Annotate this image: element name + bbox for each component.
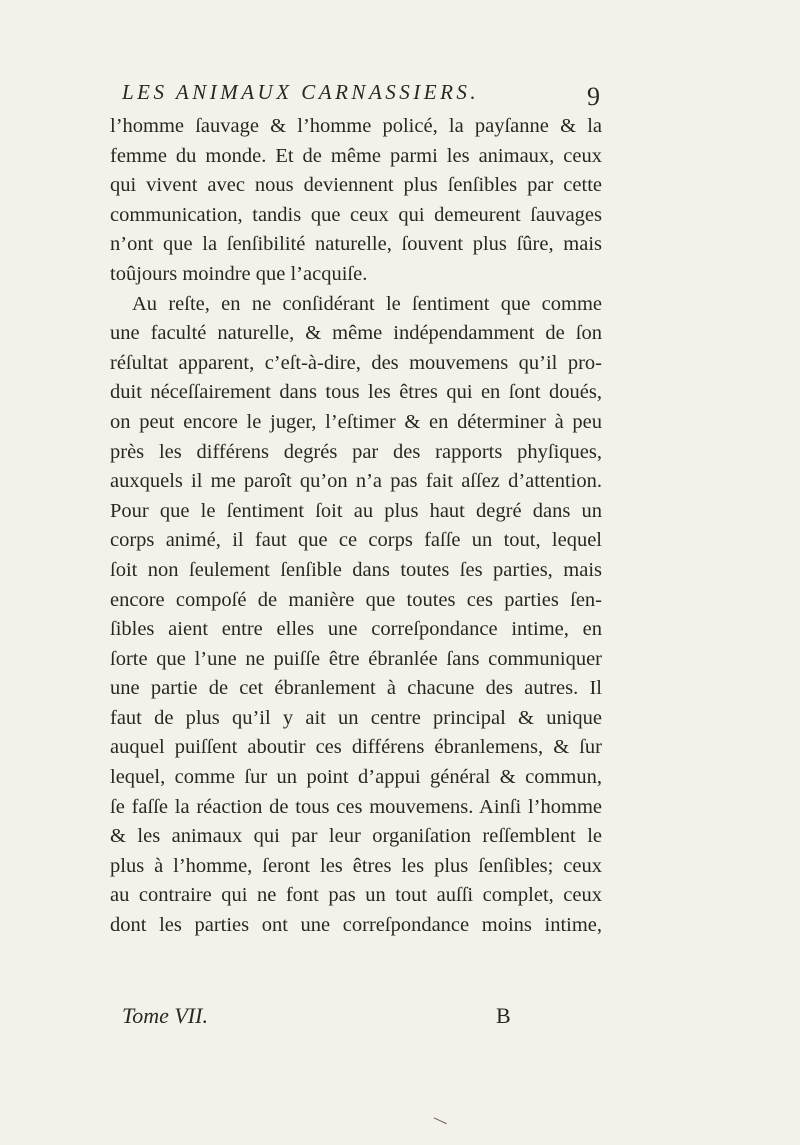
body-text	[110, 112, 602, 941]
text-line: duit néceſſairement dans tous les êtres qui en ſont doués,	[110, 381, 602, 404]
page-footer	[122, 1003, 522, 1033]
text-line: auxquels il me paroît qu’on n’a pas fait aſſez d’attention.	[110, 470, 602, 493]
text-line: on peut encore le juger, l’eſtimer & en déterminer à peu	[110, 410, 602, 433]
signature-mark: B	[496, 1003, 511, 1028]
text-line: femme du monde. Et de même parmi les animaux, ceux	[110, 144, 602, 167]
page-number: 9	[587, 82, 600, 111]
text-line: ſe faſſe la réaction de tous ces mouvemens. Ainſi l’homme	[110, 795, 602, 818]
text-line: ſorte que l’une ne puiſſe être ébranlée ſans communiquer	[110, 647, 602, 670]
text-line: corps animé, il faut que ce corps faſſe un tout, lequel	[110, 529, 602, 552]
text-line: une faculté naturelle, & même indépendamment de ſon	[110, 322, 602, 345]
text-line: Au reſte, en ne conſidérant le ſentiment que comme	[132, 292, 602, 315]
text-line: faut de plus qu’il y ait un centre principal & unique	[110, 706, 602, 729]
text-line: communication, tandis que ceux qui demeurent ſauvages	[110, 203, 602, 226]
text-line: au contraire qui ne font pas un tout auſſi complet, ceux	[110, 884, 602, 907]
text-line: l’homme ſauvage & l’homme policé, la payſanne & la	[110, 115, 602, 137]
text-line: toûjours moindre que l’acquiſe.	[110, 262, 368, 285]
text-line: lequel, comme ſur un point d’appui général & commun,	[110, 766, 602, 789]
text-line: près les différens degrés par des rapports phyſiques,	[110, 440, 602, 463]
text-line: dont les parties ont une correſpondance moins intime,	[110, 914, 602, 937]
text-line: ſoit non ſeulement ſenſible dans toutes ſes parties, mais	[110, 558, 602, 581]
text-line: & les animaux qui par leur organiſation reſſemblent le	[110, 825, 602, 848]
running-head	[110, 80, 600, 112]
text-line: encore compoſé de manière que toutes ces parties ſen-	[110, 588, 602, 611]
paper-blemish	[431, 1117, 447, 1129]
text-line: plus à l’homme, ſeront les êtres les plus ſenſibles; ceux	[110, 854, 602, 877]
running-title: LES ANIMAUX CARNASSIERS.	[122, 80, 480, 104]
text-line: réſultat apparent, c’eſt-à-dire, des mouvemens qu’il pro-	[110, 351, 602, 374]
text-line: auquel puiſſent aboutir ces différens ébranlemens, & ſur	[110, 736, 602, 759]
text-line: qui vivent avec nous deviennent plus ſenſibles par cette	[110, 174, 602, 197]
text-line: une partie de cet ébranlement à chacune des autres. Il	[110, 677, 602, 700]
volume-label: Tome VII.	[122, 1003, 208, 1028]
text-line: n’ont que la ſenſibilité naturelle, ſouvent plus ſûre, mais	[110, 233, 602, 256]
text-line: Pour que le ſentiment ſoit au plus haut degré dans un	[110, 499, 602, 522]
text-line: ſibles aient entre elles une correſpondance intime, en	[110, 618, 602, 641]
